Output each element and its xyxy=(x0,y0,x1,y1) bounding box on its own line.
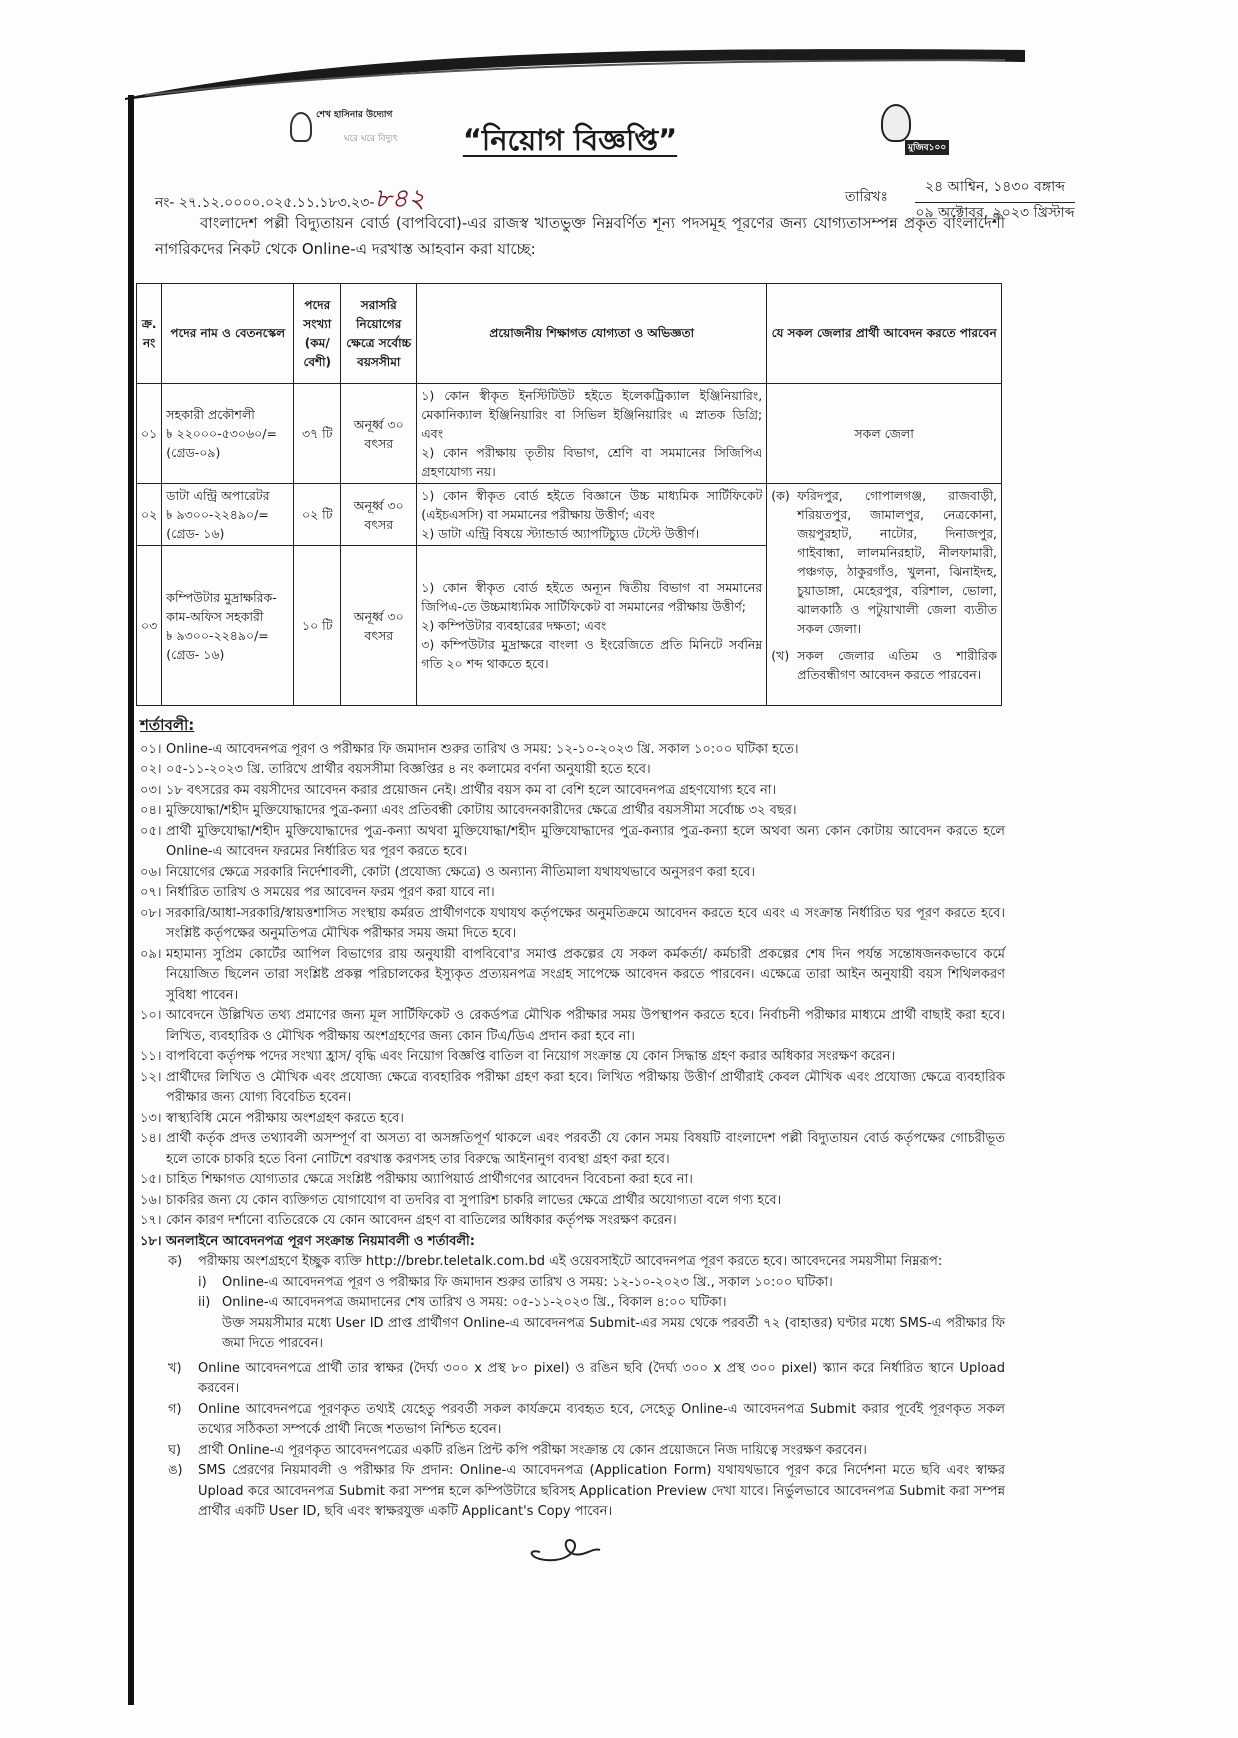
mujib-100-logo xyxy=(875,100,945,160)
item-number: ১৩। xyxy=(140,1110,162,1126)
header-age: সরাসরি নিয়োগের ক্ষেত্রে সর্বোচ্চ বয়সসীমা xyxy=(341,284,417,384)
table-row xyxy=(137,384,1002,484)
qualification-item: ৩) কম্পিউটার মুদ্রাক্ষরে বাংলা ও ইংরেজিতে প্রতি মিনিটে সর্বনিম্ন গতি ২০ শব্দ থাকতে হবে। xyxy=(421,637,763,671)
conditions-list xyxy=(140,740,1005,1232)
district-kha: সকল জেলার এতিম ও শারীরিক প্রতিবন্ধীগণ আবেদন করতে পারবেন। xyxy=(797,648,997,682)
intro-paragraph: বাংলাদেশ পল্লী বিদ্যুতায়ন বোর্ড (বাপবিবো)-এর রাজস্ব খাতভুক্ত নিম্নবর্ণিত শূন্য পদসমূহ পূরণের জন্য যোগ্যতাসম্পন্ন প্রকৃত বাংলাদেশী নাগরিকদের নিকট থেকে Online-এ দরখাস্ত আহবান করা যাচ্ছে: xyxy=(155,214,1005,258)
item-number: ০৬। xyxy=(140,864,162,880)
table-row xyxy=(137,484,1002,546)
qualification-item: ১) কোন স্বীকৃত বোর্ড হইতে অন্যূন দ্বিতীয় বিভাগ বা সমমানের জিপিএ-তে উচ্চমাধ্যমিক সার্টিফিকেট বা সমমানের পরীক্ষায় উত্তীর্ণ; xyxy=(421,580,763,614)
post-cell xyxy=(162,384,294,484)
age-limit: অনূর্ধ্ব ৩০ বৎসর xyxy=(341,484,417,546)
page-title: “নিয়োগ বিজ্ঞপ্তি” xyxy=(462,123,678,157)
pay-scale: ৳ ৯৩০০-২২৪৯০/= xyxy=(166,507,269,522)
item-text: মুক্তিযোদ্ধা/শহীদ মুক্তিযোদ্ধাদের পুত্র-কন্যা এবং প্রতিবন্ধী কোটায় আবেদনকারীদের ক্ষেত্রে প্রার্থীর বয়সসীমা সর্বোচ্চ ৩২ বছর। xyxy=(166,803,797,818)
condition-item xyxy=(140,760,1005,781)
item-text: পরীক্ষায় অংশগ্রহণে ইচ্ছুক ব্যক্তি http://brebr.teletalk.com.bd এই ওয়েবসাইটে আবেদনপত্র পূরণ করতে হবে। আবেদনের সময়সীমা নিম্নরূপ: xyxy=(198,1254,943,1269)
conditions-section xyxy=(140,715,1005,1523)
item-text: বাপবিবো কর্তৃপক্ষ পদের সংখ্যা হ্রাস/ বৃদ্ধি এবং নিয়োগ বিজ্ঞপ্তি বাতিল বা নিয়োগ সংক্রান্ত যে কোন সিদ্ধান্ত গ্রহণ করার অধিকার সংরক্ষণ করেন। xyxy=(166,1049,896,1064)
item-text: স্বাস্থ্যবিধি মেনে পরীক্ষায় অংশগ্রহণ করতে হবে। xyxy=(166,1110,404,1126)
ref-number-text: নং- ২৭.১২.০০০০.০২৫.১১.১৮৩.২৩- xyxy=(155,195,375,211)
logo-text: শেখ হাসিনার উদ্যোগ xyxy=(316,110,393,120)
post-count: ০২ টি xyxy=(294,484,341,546)
item-number: ০৯। xyxy=(140,946,162,962)
item-text: ০৫-১১-২০২৩ খ্রি. তারিখে প্রার্থীর বয়সসীমা বিজ্ঞপ্তির ৪ নং কলামের বর্ণনা অনুযায়ী হতে হবে। xyxy=(166,762,651,777)
item-text: Online-এ আবেদনপত্র পূরণ ও পরীক্ষার ফি জমাদান শুরুর তারিখ ও সময়: ১২-১০-২০২৩ খ্রি., সকাল ১০:০০ ঘটিকা। xyxy=(222,1274,833,1290)
item-text: Online আবেদনপত্রে প্রার্থী তার স্বাক্ষর (দৈর্ঘ্য ৩০০ x প্রস্থ ৮০ pixel) ও রঙিন ছবি (দৈর্ঘ্য ৩০০ x প্রস্থ ৩০০ pixel) স্ক্যান করে নির্ধারিত স্থানে Upload করবেন। xyxy=(198,1360,1005,1396)
item-number: খ) xyxy=(168,1360,182,1376)
qualification xyxy=(417,546,767,706)
post-name: কম্পিউটার মুদ্রাক্ষরিক-কাম-অফিস সহকারী xyxy=(166,589,277,624)
district: সকল জেলা xyxy=(767,384,1002,484)
condition-item xyxy=(140,1170,1005,1191)
post-cell xyxy=(162,484,294,546)
item-number: ০১। xyxy=(140,741,162,757)
district-merged xyxy=(767,484,1002,706)
item-number: ০৮। xyxy=(140,905,162,921)
item-number: ক) xyxy=(168,1254,183,1269)
item-number: ০৩। xyxy=(140,782,162,798)
portrait-icon xyxy=(881,104,911,142)
grade: (গ্রেড-০৯) xyxy=(166,445,221,460)
condition-item xyxy=(140,1047,1005,1068)
item-number: i) xyxy=(198,1274,207,1290)
item-text: সরকারি/আধা-সরকারি/স্বায়ত্তশাসিত সংস্থায় কর্মরত প্রার্থীগণকে যথাযথ কর্তৃপক্ষের অনুমতিক্রমে আবেদন করতে হবে এবং এ সংক্রান্ত নির্ধারিত ঘর পূরণ করতে হবে। সংশ্লিষ্ট কর্তৃপক্ষের অনুমতিপত্র মৌখিক পরীক্ষার সময় জমা দিতে হবে। xyxy=(166,905,1005,941)
logo-subtext: ঘরে ঘরে বিদ্যুৎ xyxy=(344,134,398,144)
online-rule-gha xyxy=(168,1441,1005,1462)
sheikh-hasina-initiative-logo xyxy=(290,108,400,163)
item-text: মহামান্য সুপ্রিম কোর্টের আপিল বিভাগের রায় অনুযায়ী বাপবিবো'র সমাপ্ত প্রকল্পের যে সকল কর্মকর্তা/ কর্মচারী প্রকল্পের শেষ দিন পর্যন্ত সন্তোষজনকভাবে কর্মে নিয়োজিত ছিলেন তারা সংশ্লিষ্ট প্রকল্প পরিচালকের ইস্যুকৃত প্রত্যয়নপত্র সংগ্রহ সাপেক্ষে আবেদন করতে পারবেন। এক্ষেত্রে তারা আইন অনুযায়ী বয়স শিথিলকরণ সুবিধা পাবেন। xyxy=(166,946,1005,1003)
table-header-row xyxy=(137,284,1002,384)
item-number: ১১। xyxy=(140,1049,162,1064)
qualification xyxy=(417,384,767,484)
item-number: ১০। xyxy=(140,1008,162,1023)
item-number: ঘ) xyxy=(168,1442,182,1458)
item-text: নিয়োগের ক্ষেত্রে সরকারি নির্দেশাবলী, কোটা (প্রযোজ্য ক্ষেত্রে) ও অন্যান্য নীতিমালা যথাযথভাবে অনুসরণ করা হবে। xyxy=(166,864,755,880)
item-number: ১৬। xyxy=(140,1192,162,1208)
qualification xyxy=(417,484,767,546)
condition-item xyxy=(140,1006,1005,1047)
header-qualification: প্রয়োজনীয় শিক্ষাগত যোগ্যতা ও অভিজ্ঞতা xyxy=(417,284,767,384)
item-number: ০৭। xyxy=(140,885,162,900)
signature xyxy=(520,1530,610,1570)
vacancy-table xyxy=(136,283,1002,706)
district-ka: ফরিদপুর, গোপালগঞ্জ, রাজবাড়ী, শরিয়তপুর, জামালপুর, নেত্রকোনা, জয়পুরহাট, নাটোর, দিনাজপুর, গাইবান্ধা, লালমনিরহাট, নীলফামারী, পঞ্চগড়, ঠাকুরগাঁও, খুলনা, ঝিনাইদহ, চুয়াডাঙ্গা, মেহেরপুর, বরিশাল, ভোলা, ঝালকাঠি ও পটুয়াখালী জেলা ব্যতীত সকল জেলা। xyxy=(797,488,997,636)
item-number: ১২। xyxy=(140,1069,162,1085)
handwritten-ref-number: ৮৪২ xyxy=(374,184,426,214)
post-name: ডাটা এন্ট্রি অপারেটর xyxy=(166,488,270,503)
item-heading: অনলাইনে আবেদনপত্র পূরণ সংক্রান্ত নিয়মাবলী ও শর্তাবলী: xyxy=(166,1233,475,1249)
item-number: ঙ) xyxy=(168,1463,183,1478)
condition-item xyxy=(140,822,1005,863)
item-number: গ) xyxy=(168,1401,182,1417)
pay-scale: ৳ ২২০০০-৫৩০৬০/= xyxy=(166,426,277,441)
serial: ০১ xyxy=(137,384,162,484)
qualification-item: ২) কোন পরীক্ষায় তৃতীয় বিভাগ, শ্রেণি বা সমমানের সিজিপিএ গ্রহণযোগ্য নয়। xyxy=(421,445,763,479)
condition-item xyxy=(140,1068,1005,1109)
online-rule-i xyxy=(198,1273,1005,1294)
item-text: নির্ধারিত তারিখ ও সময়ের পর আবেদন ফরম পূরণ করা যাবে না। xyxy=(166,885,495,900)
item-text: কোন কারণ দর্শানো ব্যতিরেকে যে কোন আবেদন গ্রহণ বা বাতিলের অধিকার কর্তৃপক্ষ সংরক্ষণ করেন। xyxy=(166,1213,677,1228)
item-text: প্রার্থী কর্তৃক প্রদত্ত তথ্যাবলী অসম্পূর্ণ বা অসত্য বা অসঙ্গতিপূর্ণ থাকলে এবং পরবর্তী যে কোন সময় বিষয়টি বাংলাদেশ পল্লী বিদ্যুতায়ন বোর্ড কর্তৃপক্ষের গোচরীভূত হলে তাকে চাকরি হতে বিনা নোটিশে বরখাস্ত করণসহ তার বিরুদ্ধে আইনানুগ ব্যবস্থা গ্রহণ করা হবে। xyxy=(166,1131,1005,1167)
grade: (গ্রেড- ১৬) xyxy=(166,526,225,541)
item-text: Online-এ আবেদনপত্র জমাদানের শেষ তারিখ ও সময়: ০৫-১১-২০২৩ খ্রি., বিকাল ৪:০০ ঘটিকা। xyxy=(222,1295,727,1310)
qualification-item: ১) কোন স্বীকৃত বোর্ড হইতে বিজ্ঞানে উচ্চ মাধ্যমিক সার্টিফিকেট (এইচএসসি) বা সমমানের পরীক্ষায় উত্তীর্ণ; এবং xyxy=(421,488,763,522)
left-border-bar xyxy=(128,95,134,1705)
condition-item xyxy=(140,1211,1005,1232)
date-label: তারিখঃ xyxy=(845,189,888,205)
item-text: প্রার্থীদের লিখিত ও মৌখিক এবং প্রযোজ্য ক্ষেত্রে ব্যবহারিক পরীক্ষা গ্রহণ করা হবে। লিখিত পরীক্ষায় উত্তীর্ণ প্রার্থীরাই কেবল মৌখিক এবং প্রযোজ্য ক্ষেত্রে ব্যবহারিক পরীক্ষার জন্য যোগ্য বিবেচিত হবেন। xyxy=(166,1069,1005,1105)
light-bulb-icon xyxy=(290,112,312,142)
qualification-item: ২) কম্পিউটার ব্যবহারের দক্ষতা; এবং xyxy=(421,618,607,633)
online-rule-ga xyxy=(168,1400,1005,1441)
age-limit: অনূর্ধ্ব ৩০ বৎসর xyxy=(341,546,417,706)
district-ka-label: (ক) xyxy=(771,488,790,503)
online-rule-uma xyxy=(168,1461,1005,1523)
item-text: SMS প্রেরণের নিয়মাবলী ও পরীক্ষার ফি প্রদান: Online-এ আবেদনপত্র (Application Form) যথাযথভাবে পূরণ করে নির্দেশনা মতে ছবি এবং স্বাক্ষর Upload করে আবেদনপত্র Submit করা সম্পন্ন হলে কম্পিউটারে ছবিসহ Application Preview দেখা যাবে। নির্ভুলভাবে আবেদনপত্র Submit করা সম্পন্ন প্রার্থীর একটি User ID, ছবি এবং স্বাক্ষরযুক্ত একটি Applicant's Copy পাবেন। xyxy=(198,1463,1005,1519)
condition-item xyxy=(140,740,1005,761)
date-bangla: ২৪ আশ্বিন, ১৪৩০ বঙ্গাব্দ xyxy=(915,175,1075,203)
age-limit: অনূর্ধ্ব ৩০ বৎসর xyxy=(341,384,417,484)
item-text: Online-এ আবেদনপত্র পূরণ ও পরীক্ষার ফি জমাদান শুরুর তারিখ ও সময়: ১২-১০-২০২৩ খ্রি. সকাল ১০:০০ ঘটিকা হতে। xyxy=(166,741,799,757)
online-rule-ii xyxy=(198,1293,1005,1314)
condition-item xyxy=(140,781,1005,802)
post-count: ১০ টি xyxy=(294,546,341,706)
item-number: ১৫। xyxy=(140,1172,162,1187)
item-text: প্রার্থী Online-এ পূরণকৃত আবেদনপত্রের একটি রঙিন প্রিন্ট কপি পরীক্ষা সংক্রান্ত যে কোন প্রয়োজনে নিজ দায়িত্বে সংরক্ষণ করবেন। xyxy=(198,1442,867,1458)
item-text: প্রার্থী মুক্তিযোদ্ধা/শহীদ মুক্তিযোদ্ধাদের পুত্র-কন্যা অথবা মুক্তিযোদ্ধা/শহীদ মুক্তিযোদ্ধাদের পুত্র-কন্যার পুত্র-কন্যা হলে অথবা অন্য কোন কোটায় আবেদন করতে হলে Online-এ আবেদন ফরমের নির্ধারিত ঘর পূরণ করতে হবে। xyxy=(166,823,1005,859)
condition-item-online xyxy=(140,1232,1005,1253)
condition-item xyxy=(140,1109,1005,1130)
item-number: ১৮। xyxy=(140,1233,162,1249)
condition-item xyxy=(140,801,1005,822)
header-district: যে সকল জেলার প্রার্থী আবেদন করতে পারবেন xyxy=(767,284,1002,384)
post-count: ৩৭ টি xyxy=(294,384,341,484)
online-rule-kha xyxy=(168,1359,1005,1400)
item-text: চাহিত শিক্ষাগত যোগ্যতার ক্ষেত্রে সংশ্লিষ্ট পরীক্ষায় অ্যাপিয়ার্ড প্রার্থীগণের আবেদন বিবেচনা করা হবে না। xyxy=(166,1172,693,1187)
post-cell xyxy=(162,546,294,706)
online-rule-note: উক্ত সময়সীমার মধ্যে User ID প্রাপ্ত প্রার্থীগণ Online-এ আবেদনপত্র Submit-এর সময় থেকে পরবর্তী ৭২ (বাহাত্তর) ঘণ্টার মধ্যে SMS-এ পরীক্ষার ফি জমা দিতে পারবেন। xyxy=(222,1315,1005,1351)
qualification-item: ১) কোন স্বীকৃত ইনস্টিটিউট হইতে ইলেকট্রিক্যাল ইঞ্জিনিয়ারিং, মেকানিক্যাল ইঞ্জিনিয়ারিং বা সিভিল ইঞ্জিনিয়ারিং এ স্নাতক ডিগ্রি; এবং xyxy=(421,388,763,441)
item-number: ১৭। xyxy=(140,1213,162,1228)
item-text: ১৮ বৎসরের কম বয়সীদের আবেদন করার প্রয়োজন নেই। প্রার্থীর বয়স কম বা বেশি হলে আবেদনপত্র গ্রহণযোগ্য হবে না। xyxy=(166,782,777,798)
item-number: ১৪। xyxy=(140,1131,162,1146)
decorative-header-swoosh xyxy=(125,40,1025,100)
header-serial: ক্র. নং xyxy=(137,284,162,384)
item-text: চাকরির জন্য যে কোন ব্যক্তিগত যোগাযোগ বা তদবির বা সুপারিশ চাকরি লাভের ক্ষেত্রে প্রার্থীর অযোগ্যতা বলে গণ্য হবে। xyxy=(166,1192,782,1208)
grade: (গ্রেড- ১৬) xyxy=(166,646,225,662)
item-number: ০৪। xyxy=(140,803,162,818)
date-english: ০৯ অক্টোবর, ২০২৩ খ্রিস্টাব্দ xyxy=(915,205,1075,221)
condition-item xyxy=(140,904,1005,945)
condition-item xyxy=(140,863,1005,884)
qualification-item: ২) ডাটা এন্ট্রি বিষয়ে স্ট্যান্ডার্ড অ্যাপটিচ্যুড টেস্টে উত্তীর্ণ। xyxy=(421,526,700,541)
condition-item xyxy=(140,1129,1005,1170)
serial: ০২ xyxy=(137,484,162,546)
online-rule-ka xyxy=(168,1252,1005,1273)
header-post: পদের নাম ও বেতনস্কেল xyxy=(162,284,294,384)
conditions-heading: শর্তাবলী: xyxy=(140,716,195,734)
item-number: ০২। xyxy=(140,762,162,777)
item-text: আবেদনে উল্লিখিত তথ্য প্রমাণের জন্য মূল সার্টিফিকেট ও রেকর্ডপত্র মৌখিক পরীক্ষার সময় উপস্থাপন করতে হবে। নির্বাচনী পরীক্ষার মাধ্যমে প্রার্থী বাছাই করা হবে। লিখিত, ব্যবহারিক ও মৌখিক পরীক্ষায় অংশগ্রহণের জন্য কোন টিএ/ডিএ প্রদান করা হবে না। xyxy=(166,1008,1005,1044)
item-number: ০৫। xyxy=(140,823,162,839)
header-count: পদের সংখ্যা (কম/ বেশী) xyxy=(294,284,341,384)
condition-item xyxy=(140,1191,1005,1212)
district-kha-label: (খ) xyxy=(771,648,790,663)
serial: ০৩ xyxy=(137,546,162,706)
logo-text: মুজিব১০০ xyxy=(905,140,949,155)
condition-item xyxy=(140,883,1005,904)
item-text: Online আবেদনপত্রে পূরণকৃত তথ্যই যেহেতু পরবর্তী সকল কার্যক্রমে ব্যবহৃত হবে, সেহেতু Online-এ আবেদনপত্র Submit করার পূর্বেই পূরণকৃত সকল তথ্যের সঠিকতা সম্পর্কে প্রার্থী নিজে শতভাগ নিশ্চিত হবেন। xyxy=(198,1401,1005,1437)
pay-scale: ৳ ৯৩০০-২২৪৯০/= xyxy=(166,627,269,643)
condition-item xyxy=(140,945,1005,1007)
item-number: ii) xyxy=(198,1295,211,1310)
post-name: সহকারী প্রকৌশলী xyxy=(166,407,255,422)
